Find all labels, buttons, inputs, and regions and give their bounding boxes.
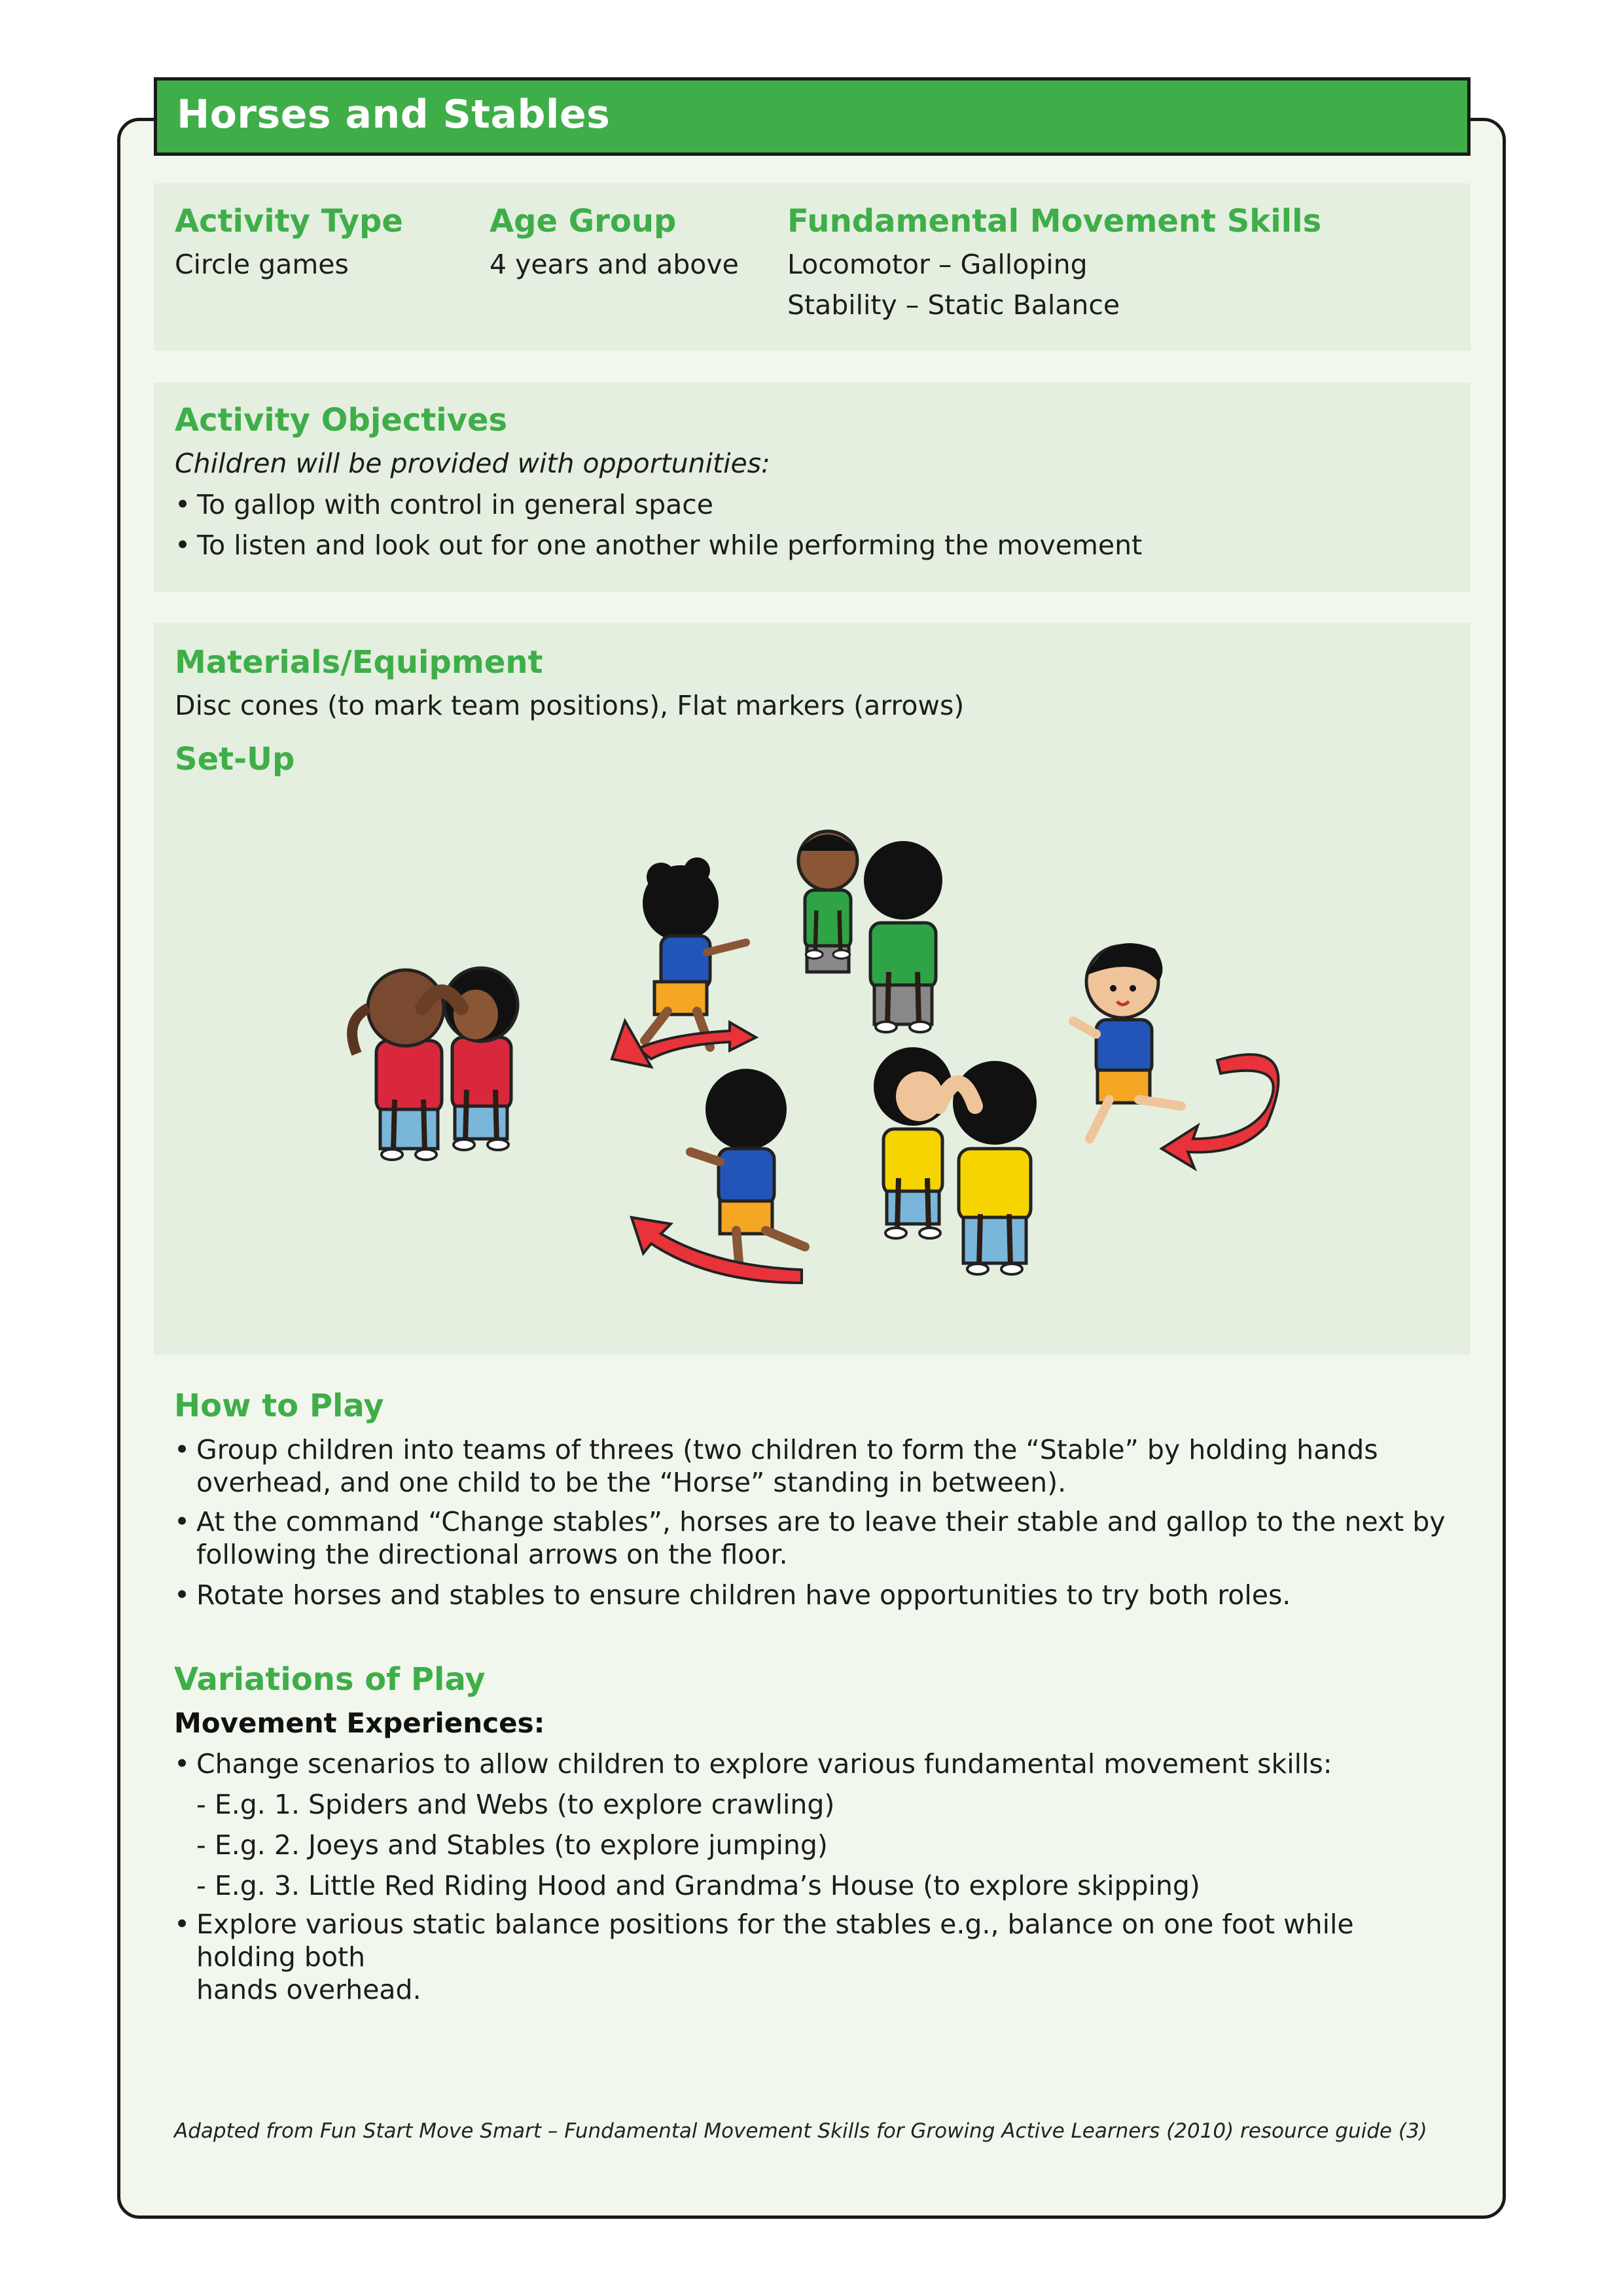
- line: following the directional arrows on the floor.: [196, 1539, 788, 1570]
- sub-item: - E.g. 3. Little Red Riding Hood and Grandma’s House (to explore skipping): [196, 1870, 1200, 1901]
- horse-blue-bottom: [690, 1069, 805, 1270]
- variation-item: [174, 1908, 1457, 2006]
- line: • Explore various static balance positions for the stables e.g., balance on one foot while holding both: [196, 1909, 1354, 1973]
- horse-blue-top: [643, 857, 746, 1047]
- materials-heading: Materials/Equipment: [175, 644, 543, 681]
- objective-item: • To gallop with control in general space: [175, 488, 1457, 521]
- sub-item: - E.g. 2. Joeys and Stables (to explore jumping): [196, 1829, 828, 1861]
- setup-illustration: [154, 785, 1471, 1329]
- line: • Rotate horses and stables to ensure children have opportunities to try both roles.: [196, 1579, 1291, 1611]
- fms-label: Fundamental Movement Skills: [787, 203, 1322, 240]
- how-to-play-item: [174, 1579, 1457, 1611]
- stable-group-yellow: [874, 1047, 1037, 1274]
- how-to-play-item: [174, 1433, 1457, 1499]
- age-group-value: 4 years and above: [490, 249, 739, 280]
- how-to-play-item: [174, 1505, 1457, 1571]
- objective-item: • To listen and look out for one another while performing the movement: [175, 529, 1457, 562]
- materials-text: Disc cones (to mark team positions), Flat markers (arrows): [175, 690, 965, 721]
- line: • Group children into teams of threes (two children to form the “Stable” by holding hands: [196, 1434, 1378, 1465]
- line: • At the command “Change stables”, horses are to leave their stable and gallop to the next by: [196, 1506, 1446, 1537]
- title-bar: [154, 77, 1471, 156]
- direction-arrow: [1162, 1054, 1278, 1168]
- variation-item: [174, 1748, 1457, 1902]
- how-to-play-heading: How to Play: [174, 1388, 384, 1424]
- fms-value-2: Stability – Static Balance: [787, 289, 1120, 321]
- horse-blue-right: [1073, 943, 1181, 1139]
- objectives-panel: [154, 382, 1471, 592]
- objectives-intro: Children will be provided with opportunities:: [175, 448, 770, 479]
- info-panel: [154, 183, 1471, 351]
- setup-heading: Set-Up: [175, 741, 295, 778]
- activity-type-value: Circle games: [175, 249, 349, 280]
- age-group-label: Age Group: [490, 203, 677, 240]
- objectives-heading: Activity Objectives: [175, 402, 508, 439]
- variations-heading: Variations of Play: [174, 1661, 486, 1698]
- source-footnote: Adapted from Fun Start Move Smart – Fundamental Movement Skills for Growing Active Learners (2010) resource guide (3): [174, 2119, 1427, 2143]
- activity-type-label: Activity Type: [175, 203, 403, 240]
- line: overhead, and one child to be the “Horse” standing in between).: [196, 1467, 1067, 1498]
- stable-group-red: [352, 968, 518, 1160]
- sub-item: - E.g. 1. Spiders and Webs (to explore crawling): [196, 1789, 835, 1820]
- line: • Change scenarios to allow children to explore various fundamental movement skills:: [196, 1748, 1332, 1780]
- page-title: Horses and Stables: [177, 92, 611, 137]
- variations-subheading: Movement Experiences:: [174, 1707, 545, 1739]
- line: hands overhead.: [196, 1974, 421, 2005]
- stable-group-green: [798, 831, 942, 1032]
- fms-value-1: Locomotor – Galloping: [787, 249, 1088, 280]
- direction-arrow: [632, 1217, 802, 1283]
